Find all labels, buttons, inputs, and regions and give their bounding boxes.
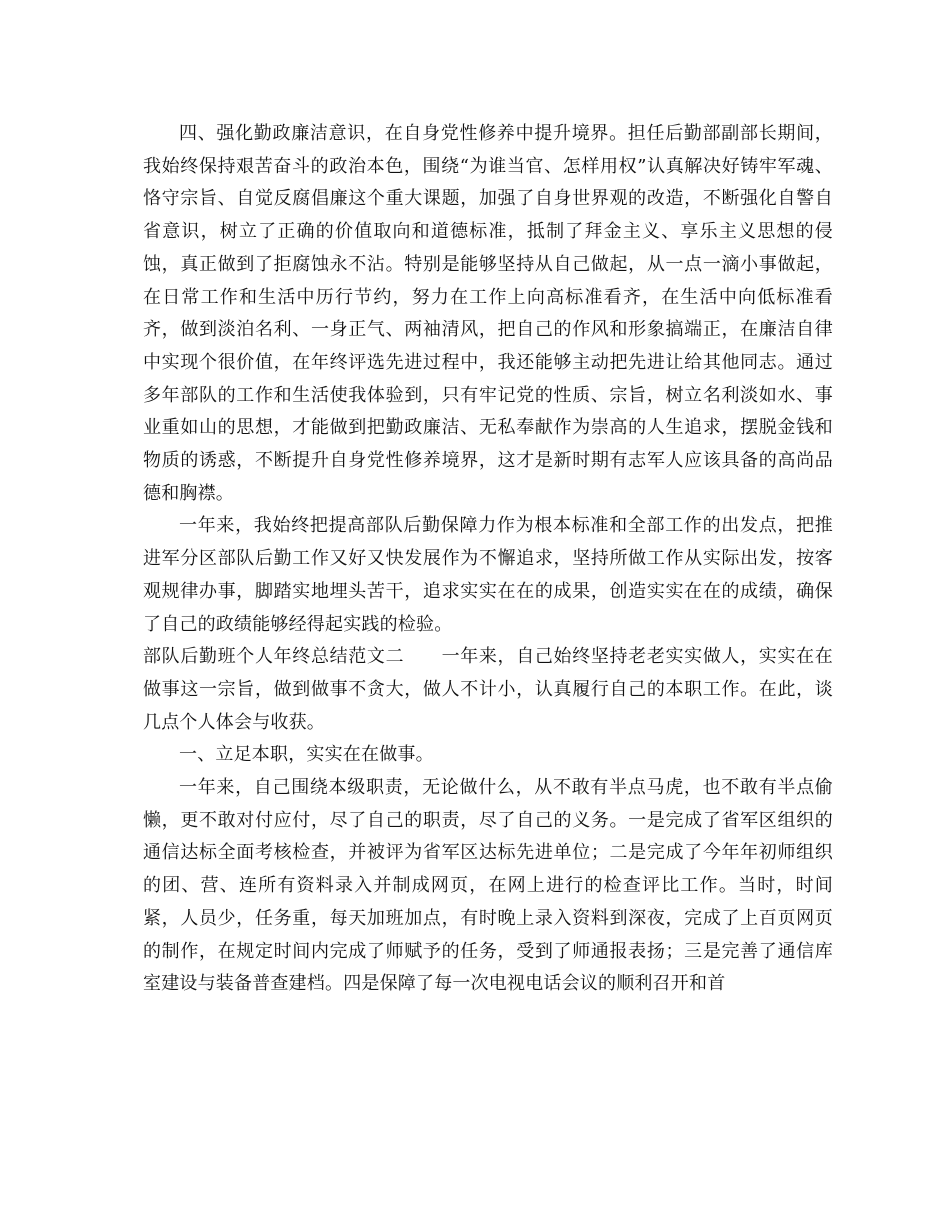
section-title: 部队后勤班个人年终总结范文二 bbox=[143, 646, 405, 668]
section-spacer bbox=[404, 646, 441, 667]
section-intro: 一年来，自己始终坚持老老实实做人，实实在在做事这一宗旨，做到做事不贪大，做人不计小，认真履行自己的本职工作。在此，谈几点个人体会与收获。 bbox=[143, 646, 833, 733]
paragraph-integrity: 四、强化勤政廉洁意识，在自身党性修养中提升境界。担任后勤部副部长期间，我始终保持艰苦奋斗的政治本色，围绕“为谁当官、怎样用权”认真解决好铸牢军魂、恪守宗旨、自觉反腐倡廉这个重大课题，加强了自身世界观的改造，不断强化自警自省意识，树立了正确的价值取向和道德标准，抵制了拜金主义、享乐主义思想的侵蚀，真正做到了拒腐蚀永不沾。特别是能够坚持从自己做起，从一点一滴小事做起，在日常工作和生活中历行节约，努力在工作上向高标准看齐，在生活中向低标准看齐，做到淡泊名利、一身正气、两袖清风，把自己的作风和形象搞端正，在廉洁自律中实现个很价值，在年终评选先进过程中，我还能够主动把先进让给其他同志。通过多年部队的工作和生活使我体验到，只有牢记党的性质、宗旨，树立名利淡如水、事业重如山的思想，才能做到把勤政廉洁、无私奉献作为崇高的人生追求，摆脱金钱和物质的诱惑，不断提升自身党性修养境界，这才是新时期有志军人应该具备的高尚品德和胸襟。 bbox=[143, 123, 833, 504]
document-body bbox=[143, 118, 833, 1001]
paragraph-duty-details: 一年来，自己围绕本级职责，无论做什么，从不敢有半点马虎，也不敢有半点偷懒，更不敢对付应付，尽了自己的职责，尽了自己的义务。一是完成了省军区组织的通信达标全面考核检查，并被评为省军区达标先进单位；二是完成了今年年初师组织的团、营、连所有资料录入并制成网页，在网上进行的检查评比工作。当时，时间紧，人员少，任务重，每天加班加点，有时晚上录入资料到深夜，完成了上百页网页的制作，在规定时间内完成了师赋予的任务，受到了师通报表扬；三是完善了通信库室建设与装备普查建档。四是保障了每一次电视电话会议的顺利召开和首 bbox=[143, 777, 833, 995]
subheading-duty: 一、立足本职，实实在在做事。 bbox=[179, 744, 434, 766]
section-two bbox=[143, 641, 833, 739]
paragraph-year-summary: 一年来，我始终把提高部队后勤保障力作为根本标准和全部工作的出发点，把推进军分区部队后勤工作又好又快发展作为不懈追求，坚持所做工作从实际出发，按客观规律办事，脚踏实地埋头苦干，追求实实在在的成果，创造实实在在的成绩，确保了自己的政绩能够经得起实践的检验。 bbox=[143, 515, 833, 635]
